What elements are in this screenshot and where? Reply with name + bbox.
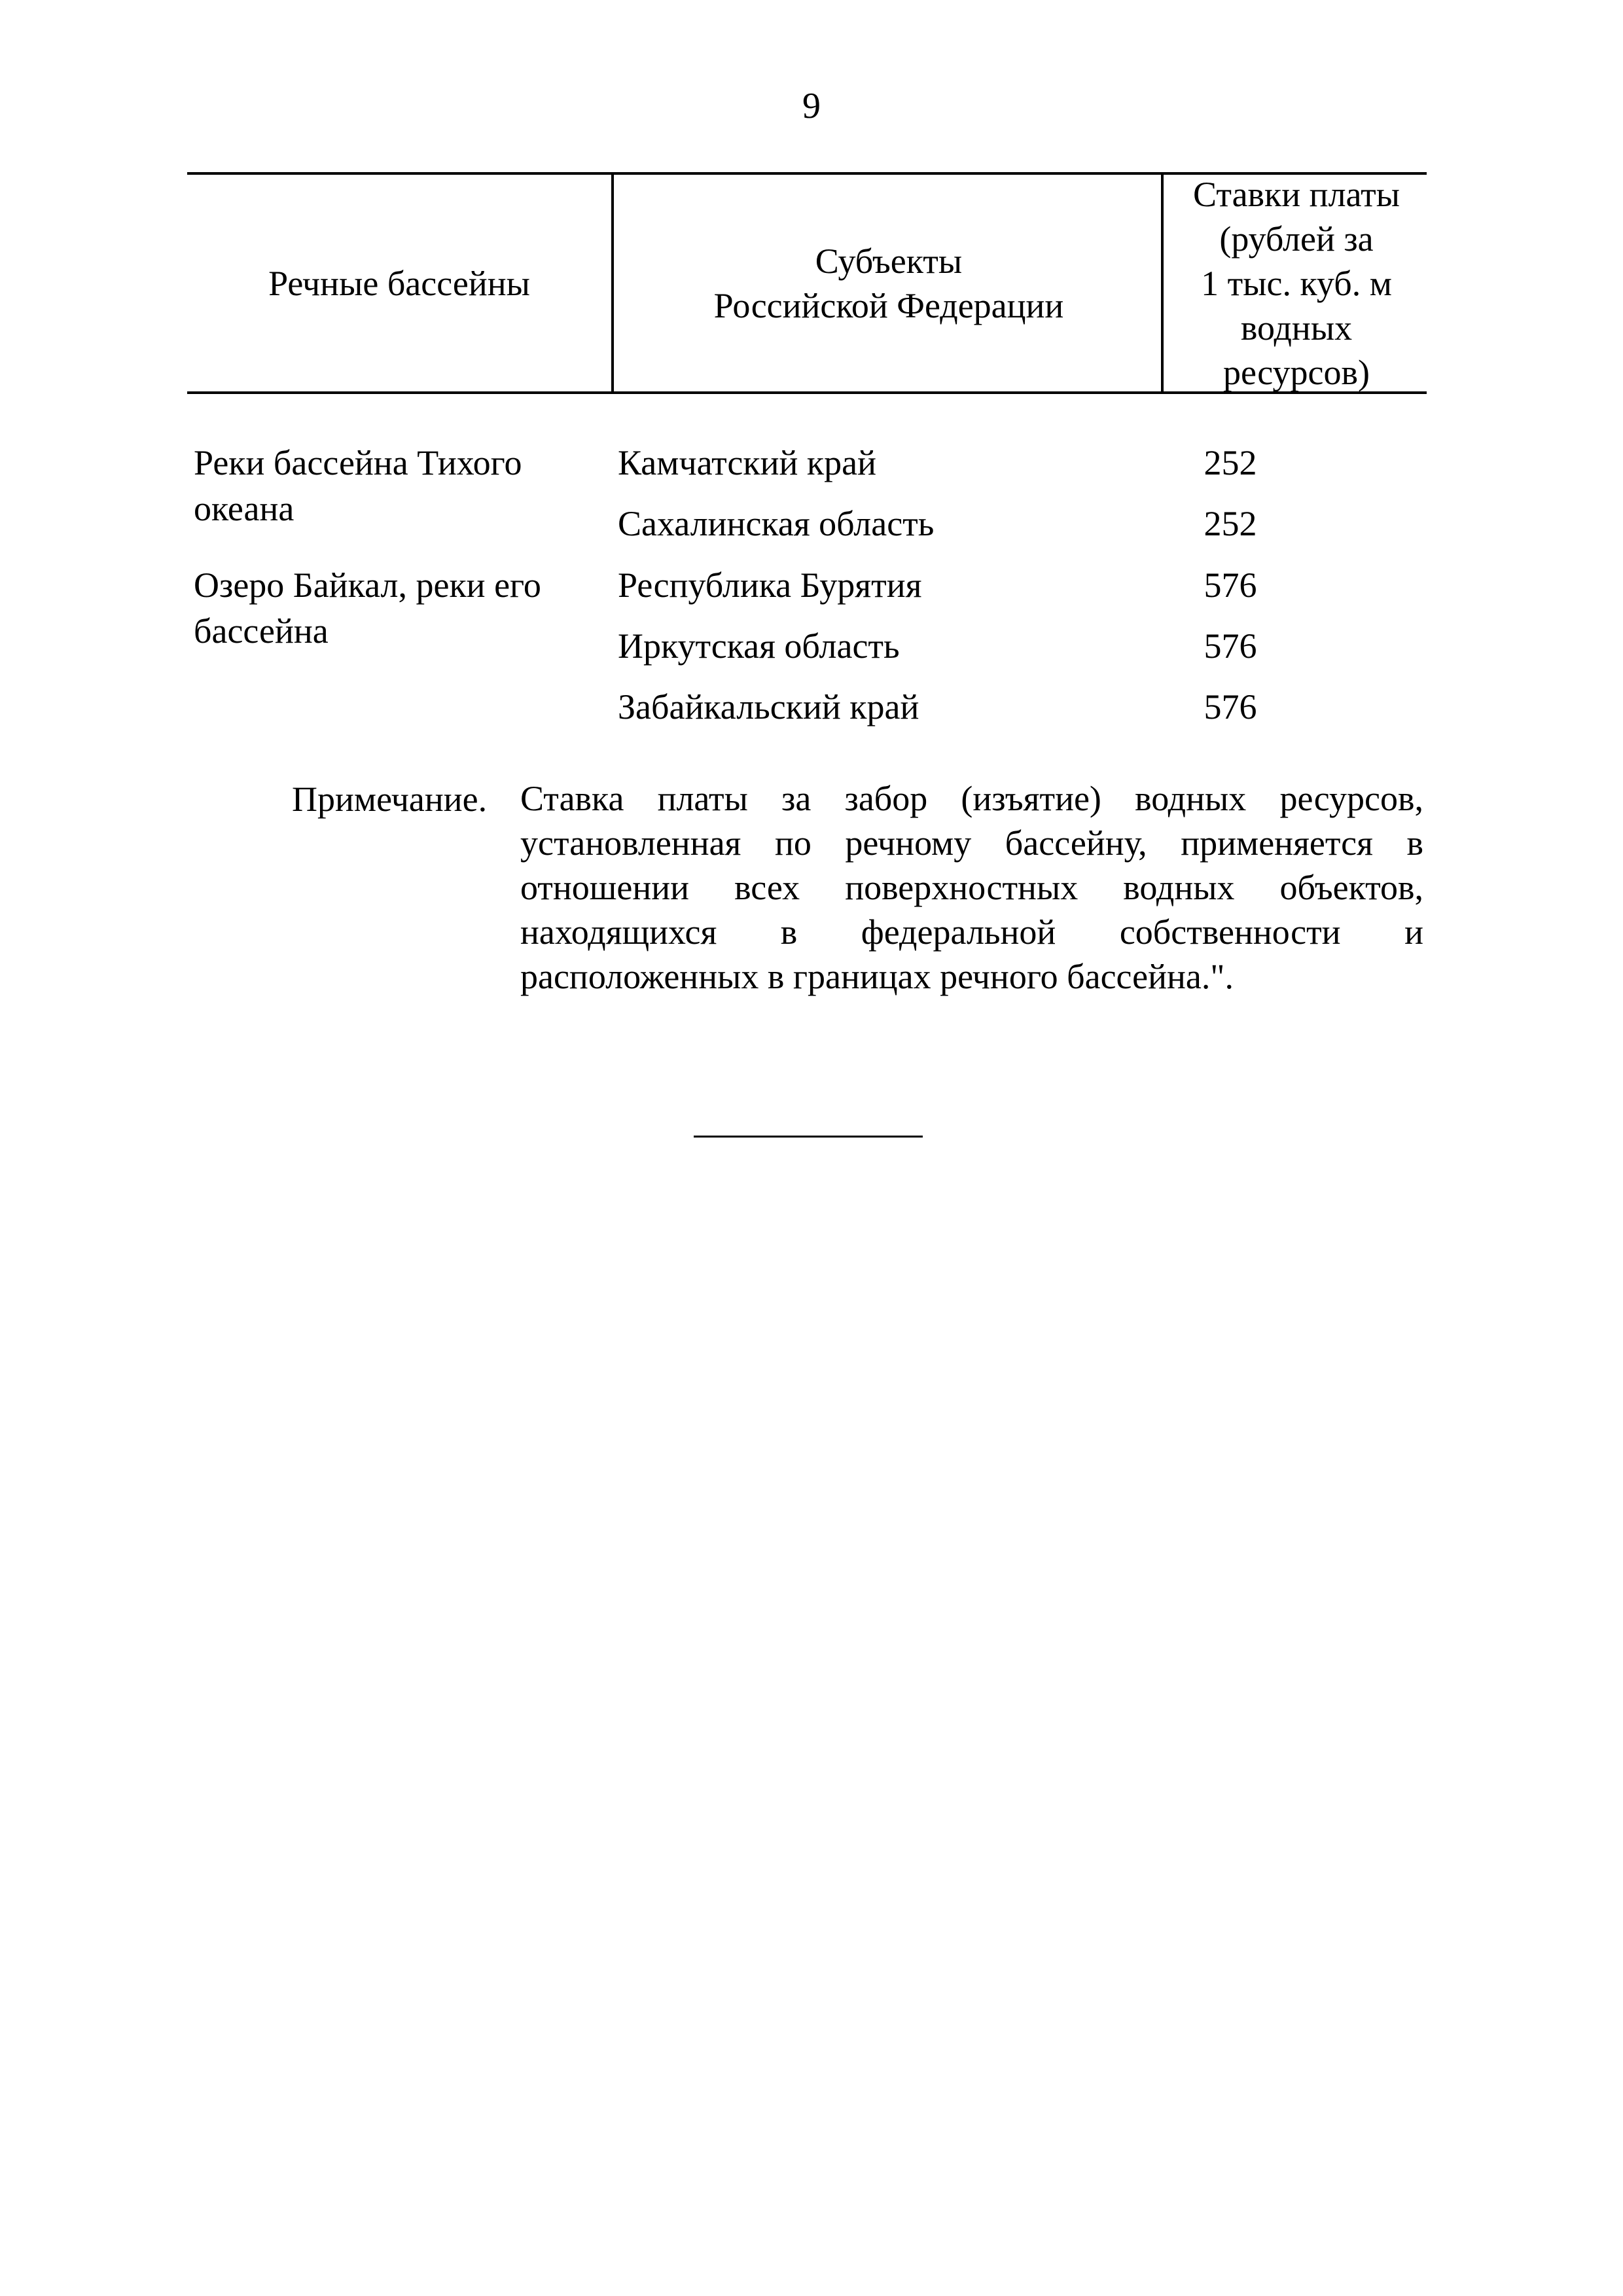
rate-cell: 576 bbox=[1204, 626, 1257, 666]
rates-table bbox=[187, 172, 1427, 394]
rate-cell: 252 bbox=[1204, 504, 1257, 543]
note-label: Примечание. bbox=[292, 780, 488, 819]
basin-baikal: Озеро Байкал, реки его бассейна bbox=[194, 565, 541, 651]
header-rate bbox=[1161, 175, 1429, 391]
subject-cell: Сахалинская область bbox=[618, 504, 935, 543]
rate-cell: 576 bbox=[1204, 565, 1257, 605]
basin-pacific: Реки бассейна Тихого океана bbox=[194, 443, 522, 528]
subject-cell: Забайкальский край bbox=[618, 687, 919, 726]
rate-cell: 252 bbox=[1204, 443, 1257, 482]
note-text: Ставка платы за забор (изъятие) водных ресурсов, установленная по речному бассейну, применяется в отношении всех поверхностных водных объектов, находящихся в федеральной собственности и расположенных в границах речного бассейна.". bbox=[520, 779, 1423, 996]
header-subject-label: Субъекты Российской Федерации bbox=[713, 241, 1064, 325]
rate-cell: 576 bbox=[1204, 687, 1257, 726]
subject-cell: Республика Бурятия bbox=[618, 565, 922, 605]
subject-cell: Камчатский край bbox=[618, 443, 877, 482]
subject-cell: Иркутская область bbox=[618, 626, 900, 666]
header-basin-label: Речные бассейны bbox=[268, 263, 530, 303]
header-basin bbox=[187, 175, 611, 391]
header-rate-label: Ставки платы (рублей за 1 тыс. куб. м водных ресурсов) bbox=[1193, 174, 1400, 392]
table-header bbox=[187, 172, 1427, 394]
page-number: 9 bbox=[802, 86, 821, 126]
closing-divider bbox=[694, 1136, 923, 1138]
header-subject bbox=[611, 175, 1164, 391]
